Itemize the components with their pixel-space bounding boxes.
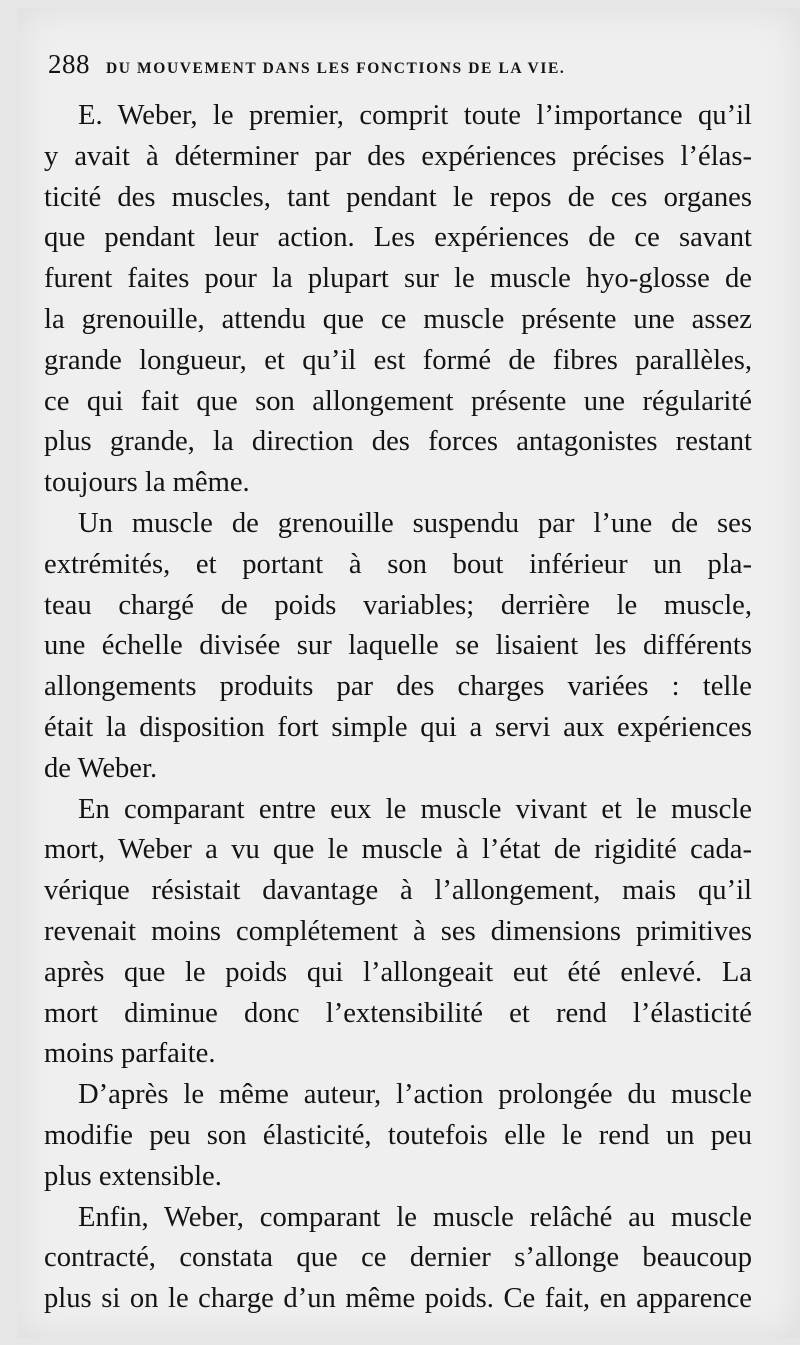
text-line: revenait moins complétement à ses dimensions primitives <box>44 915 752 947</box>
text-line: ticité des muscles, tant pendant le repos de ces organes <box>44 181 752 213</box>
text-line: toujours la même. <box>44 467 250 499</box>
paragraph <box>44 1198 752 1320</box>
text-line: ce qui fait que son allongement présente une régularité <box>44 385 752 417</box>
text-line: plus si on le charge d’un même poids. Ce fait, en apparence <box>44 1283 752 1315</box>
text-line: était la disposition fort simple qui a servi aux expériences <box>44 711 752 743</box>
body-text <box>44 96 752 1320</box>
text-line: D’après le même auteur, l’action prolongée du muscle <box>78 1079 752 1111</box>
text-line: après que le poids qui l’allongeait eut été enlevé. La <box>44 956 752 988</box>
text-line: modifie peu son élasticité, toutefois elle le rend un peu <box>44 1119 752 1151</box>
text-line: une échelle divisée sur laquelle se lisaient les différents <box>44 630 752 662</box>
text-line: la grenouille, attendu que ce muscle présente une assez <box>44 303 752 335</box>
text-line: mort diminue donc l’extensibilité et rend l’élasticité <box>44 997 752 1029</box>
text-line: vérique résistait davantage à l’allongement, mais qu’il <box>44 875 752 907</box>
text-line: de Weber. <box>44 752 158 784</box>
paragraph <box>44 504 752 790</box>
text-line: extrémités, et portant à son bout inférieur un pla- <box>44 548 752 580</box>
text-line: En comparant entre eux le muscle vivant et le muscle <box>78 793 752 825</box>
paragraph <box>44 790 752 1076</box>
text-line: E. Weber, le premier, comprit toute l’importance qu’il <box>78 100 752 131</box>
text-line: moins parfaite. <box>44 1038 216 1070</box>
page-number: 288 <box>48 49 90 79</box>
running-title: DU MOUVEMENT DANS LES FONCTIONS DE LA VIE. <box>106 60 566 77</box>
text-line: y avait à déterminer par des expériences précises l’élas- <box>44 140 752 172</box>
paragraph <box>44 96 752 504</box>
text-line: allongements produits par des charges variées : telle <box>44 671 752 703</box>
text-line: plus grande, la direction des forces antagonistes restant <box>44 426 752 458</box>
text-line: mort, Weber a vu que le muscle à l’état de rigidité cada- <box>44 834 752 866</box>
text-line: Un muscle de grenouille suspendu par l’une de ses <box>78 507 752 539</box>
text-line: furent faites pour la plupart sur le muscle hyo-glosse de <box>44 263 752 295</box>
text-line: contracté, constata que ce dernier s’allonge beaucoup <box>44 1242 752 1274</box>
text-line: grande longueur, et qu’il est formé de fibres parallèles, <box>44 344 752 376</box>
paragraph <box>44 1075 752 1197</box>
text-line: que pendant leur action. Les expériences de ce savant <box>44 222 752 254</box>
text-line: Enfin, Weber, comparant le muscle relâché au muscle <box>78 1201 752 1233</box>
book-page <box>18 8 800 1338</box>
text-line: plus extensible. <box>44 1160 222 1192</box>
page-header <box>48 46 748 82</box>
text-line: teau chargé de poids variables; derrière le muscle, <box>44 589 752 621</box>
